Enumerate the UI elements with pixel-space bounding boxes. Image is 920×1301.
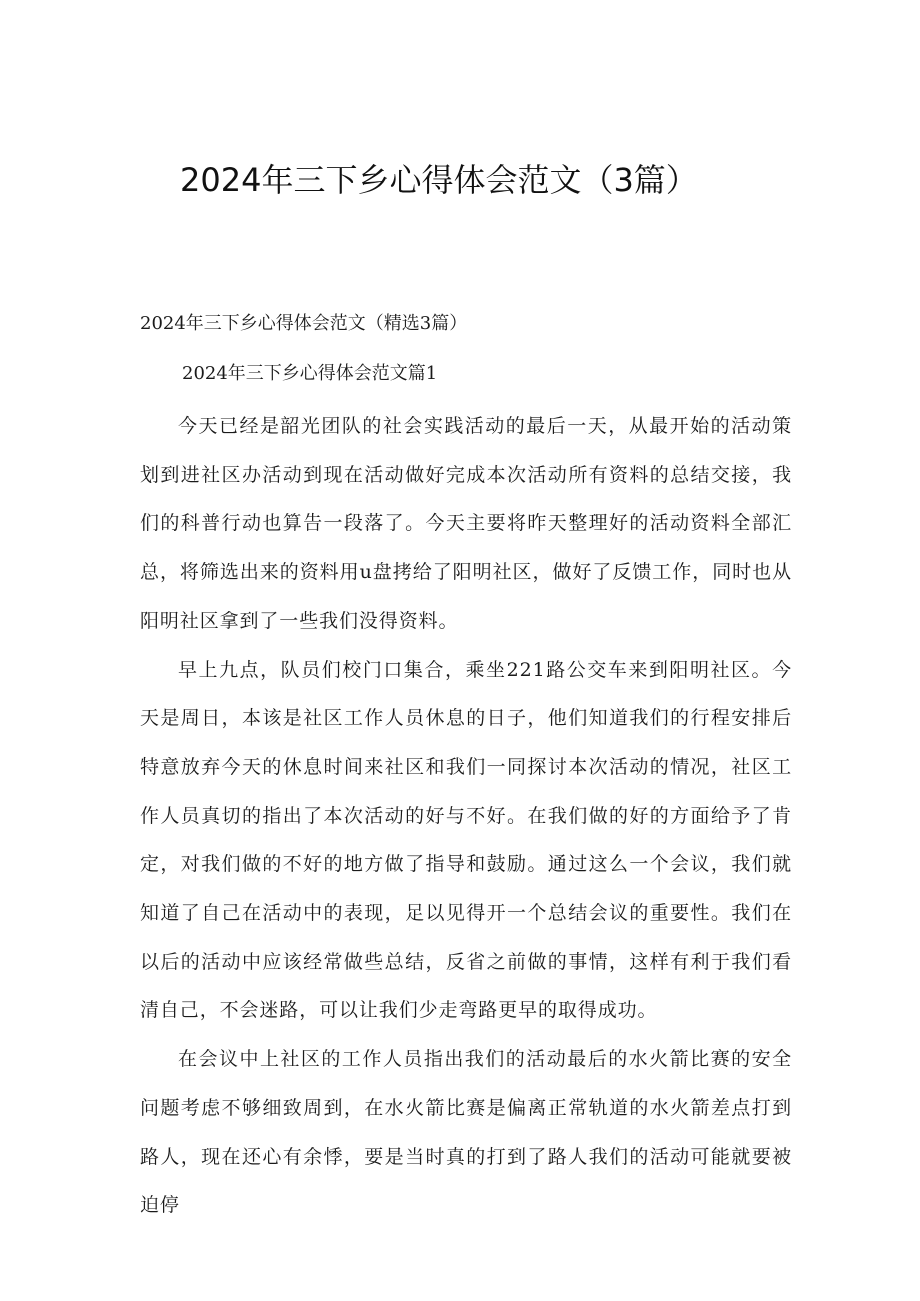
paragraph-3: 在会议中上社区的工作人员指出我们的活动最后的水火箭比赛的安全问题考虑不够细致周到，在水火箭比赛是偏离正常轨道的水火箭差点打到路人，现在还心有余悸，要是当时真的打到了路人我们的活动可能就要被迫停 xyxy=(140,1048,792,1217)
paragraph-2: 早上九点，队员们校门口集合，乘坐221路公交车来到阳明社区。今天是周日，本该是社区工作人员休息的日子，他们知道我们的行程安排后特意放弃今天的休息时间来社区和我们一同探讨本次活动的情况，社区工作人员真切的指出了本次活动的好与不好。在我们做的好的方面给予了肯定，对我们做的不好的地方做了指导和鼓励。通过这么一个会议，我们就知道了自己在活动中的表现，足以见得开一个总结会议的重要性。我们在以后的活动中应该经常做些总结，反省之前做的事情，这样有利于我们看清自己，不会迷路，可以让我们少走弯路更早的取得成功。 xyxy=(140,658,792,1022)
section-heading: 2024年三下乡心得体会范文篇1 xyxy=(182,363,438,384)
document-subtitle: 2024年三下乡心得体会范文（精选3篇） xyxy=(140,313,468,334)
document-title: 2024年三下乡心得体会范文（3篇） xyxy=(180,161,698,199)
paragraph-1: 今天已经是韶光团队的社会实践活动的最后一天，从最开始的活动策划到进社区办活动到现在活动做好完成本次活动所有资料的总结交接，我们的科普行动也算告一段落了。今天主要将昨天整理好的活动资料全部汇总，将筛选出来的资料用u盘拷给了阳明社区，做好了反馈工作，同时也从阳明社区拿到了一些我们没得资料。 xyxy=(140,415,792,632)
document-body xyxy=(140,402,792,1230)
